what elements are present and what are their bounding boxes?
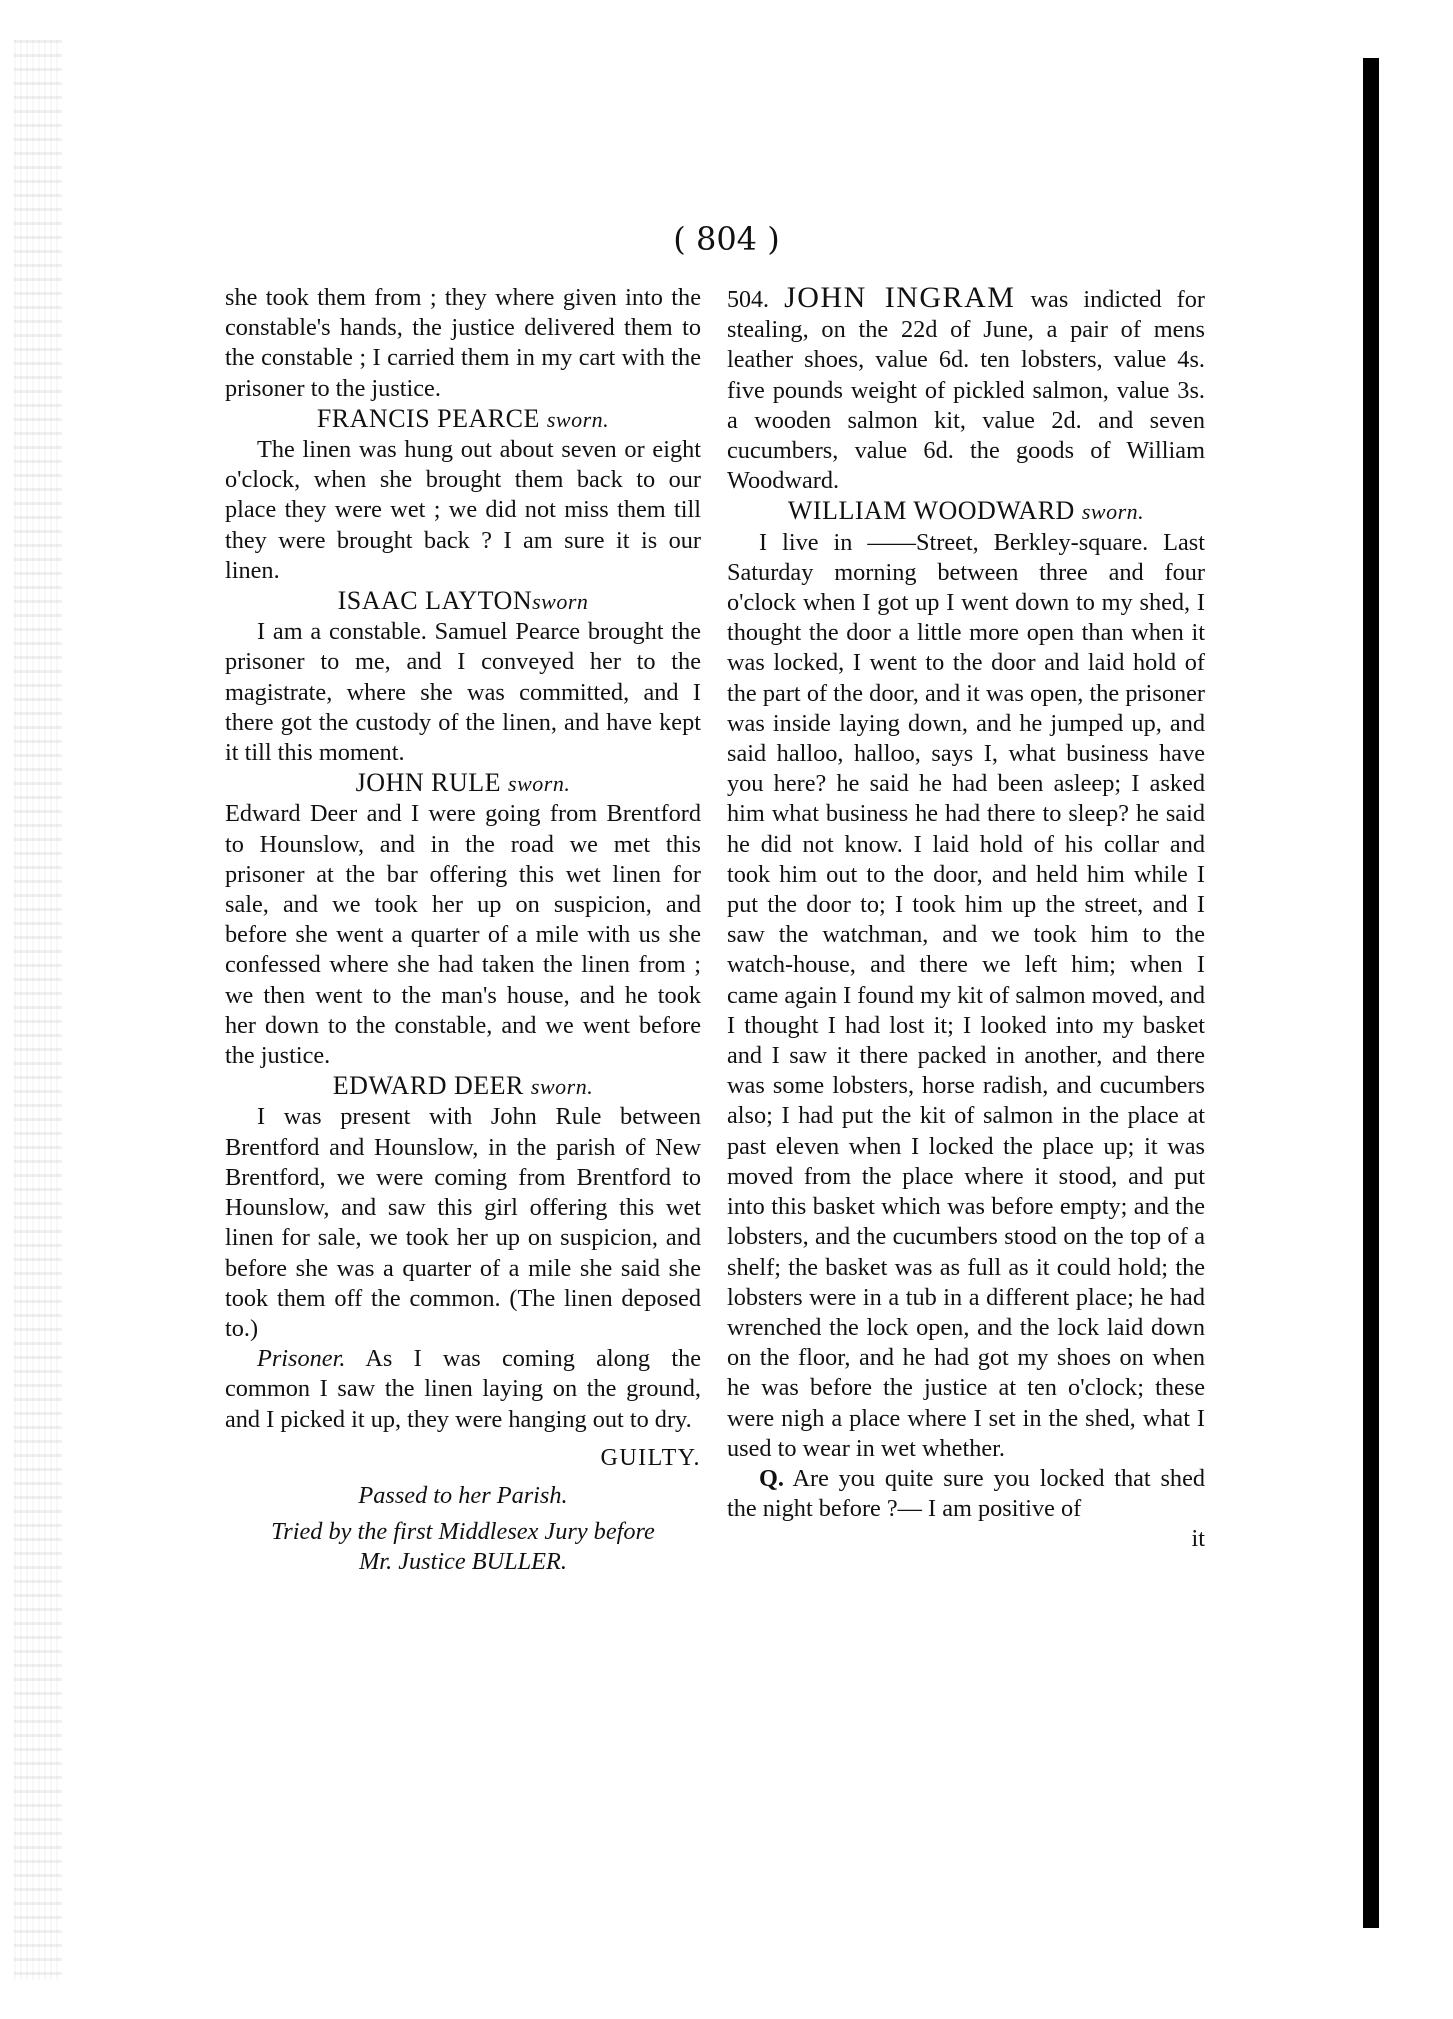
question-paragraph bbox=[727, 1464, 1205, 1524]
witness-heading bbox=[225, 404, 701, 435]
indictment-text: was indicted for stealing, on the 22d of June, a pair of mens leather shoes, value 6d. ten lobsters, value 4s. five pounds weight of pickled salmon, value 3s. a wooden salmon kit, value 2d. and seven cucumbers, value 6d. the goods of William Woodward. bbox=[727, 286, 1206, 495]
witness-name: ISAAC LAYTON bbox=[337, 586, 533, 616]
witness-name: EDWARD DEER bbox=[332, 1071, 524, 1101]
page-number-header: ( 804 ) bbox=[673, 220, 780, 258]
prisoner-text: As I was coming along the common I saw the linen laying on the ground, and I picked it up, they were hanging out to dry. bbox=[225, 1345, 702, 1433]
testimony-paragraph: Edward Deer and I were going from Brentford to Hounslow, and in the road we met this prisoner at the bar offering this wet linen for sale, and we took her up on suspicion, and before she went a quarter of a mile with us she confessed where she had taken the linen from ; we then went to the man's house, and he took her down to the constable, and we went before the justice. bbox=[225, 800, 701, 1070]
trial-note bbox=[225, 1517, 701, 1577]
witness-heading bbox=[225, 586, 701, 617]
scan-gutter-left bbox=[14, 40, 62, 1980]
witness-name: JOHN RULE bbox=[355, 768, 502, 798]
prisoner-statement bbox=[225, 1344, 701, 1435]
verdict: GUILTY. bbox=[600, 1444, 701, 1471]
question-text: Are you quite sure you locked that shed the night before ?— I am positive of bbox=[727, 1464, 1205, 1523]
sworn-label: sworn. bbox=[546, 406, 610, 432]
testimony-paragraph: I am a constable. Samuel Pearce brought the prisoner to me, and I conveyed her to the magistrate, where she was committed, and I there got the custody of the linen, and have kept it till this moment. bbox=[225, 618, 701, 767]
sworn-label: sworn. bbox=[1081, 499, 1145, 525]
witness-heading bbox=[225, 1071, 701, 1102]
question-mark: Q. bbox=[759, 1464, 784, 1492]
right-column bbox=[727, 283, 1205, 1555]
case-paragraph bbox=[727, 283, 1205, 496]
trial-line: Tried by the first Middlesex Jury before bbox=[271, 1518, 655, 1546]
trial-line: Mr. Justice BULLER. bbox=[359, 1548, 567, 1576]
continued-paragraph: she took them from ; they where given into the constable's hands, the justice delivered them to the constable ; I carried them in my cart with the prisoner to the justice. bbox=[225, 284, 701, 402]
witness-name: FRANCIS PEARCE bbox=[316, 403, 540, 433]
prisoner-label: Prisoner. bbox=[257, 1345, 346, 1373]
sentence: Passed to her Parish. bbox=[358, 1481, 568, 1509]
defendant-name: JOHN INGRAM bbox=[784, 281, 1016, 314]
sworn-label: sworn. bbox=[508, 771, 571, 797]
testimony-paragraph: I live in ——Street, Berkley-square. Last Saturday morning between three and four o'clock when I got up I went down to my shed, I thought the door a little more open than when it was locked, I went to the door and laid hold of the part of the door, and it was open, the prisoner was inside laying down, and he jumped up, and said halloo, halloo, says I, what business have you here? he said he had been asleep; I asked him what business he had there to sleep? he said he did not know. I laid hold of his collar and took him out to the door, and held him while I put the door to; I took him up the street, and I saw the watchman, and we took him to the watch-house, and there we left him; when I came again I found my kit of salmon moved, and I thought I had lost it; I looked into my basket and I saw it there packed in another, and there was some lobsters, horse radish, and cucumbers also; I had put the kit of salmon in the place at past eleven when I locked the place up; it was moved from the place where it stood, and put into this basket which was before empty; and the lobsters, and the cucumbers stood on the top of a shelf; the basket was as full as it could hold; the lobsters were in a tub in a different place; he had wrenched the lock open, and the lock laid down on the floor, and he had got my shoes on when he was before the justice at ten o'clock; these were nigh a place where I set in the shed, what I used to wear in wet whether. bbox=[727, 528, 1205, 1462]
sworn-label: sworn. bbox=[530, 1074, 594, 1100]
testimony-paragraph: The linen was hung out about seven or eight o'clock, when she brought them back to our place they were wet ; we did not miss them till they were brought back ? I am sure it is our linen. bbox=[225, 436, 701, 584]
catchword: it bbox=[1191, 1525, 1205, 1553]
scan-edge-bar bbox=[1363, 58, 1379, 1928]
left-column bbox=[225, 283, 701, 1577]
case-number: 504. bbox=[727, 287, 769, 313]
witness-heading bbox=[225, 768, 701, 799]
sworn-label: sworn bbox=[532, 589, 589, 615]
witness-heading bbox=[727, 496, 1205, 527]
witness-name: WILLIAM WOODWARD bbox=[787, 496, 1075, 526]
testimony-paragraph: I was present with John Rule between Brentford and Hounslow, in the parish of New Brentford, we were coming from Brentford to Hounslow, and saw this girl offering this wet linen for sale, we took her up on suspicion, and before she was a quarter of a mile she said she took them off the common. (The linen deposed to.) bbox=[225, 1103, 701, 1342]
